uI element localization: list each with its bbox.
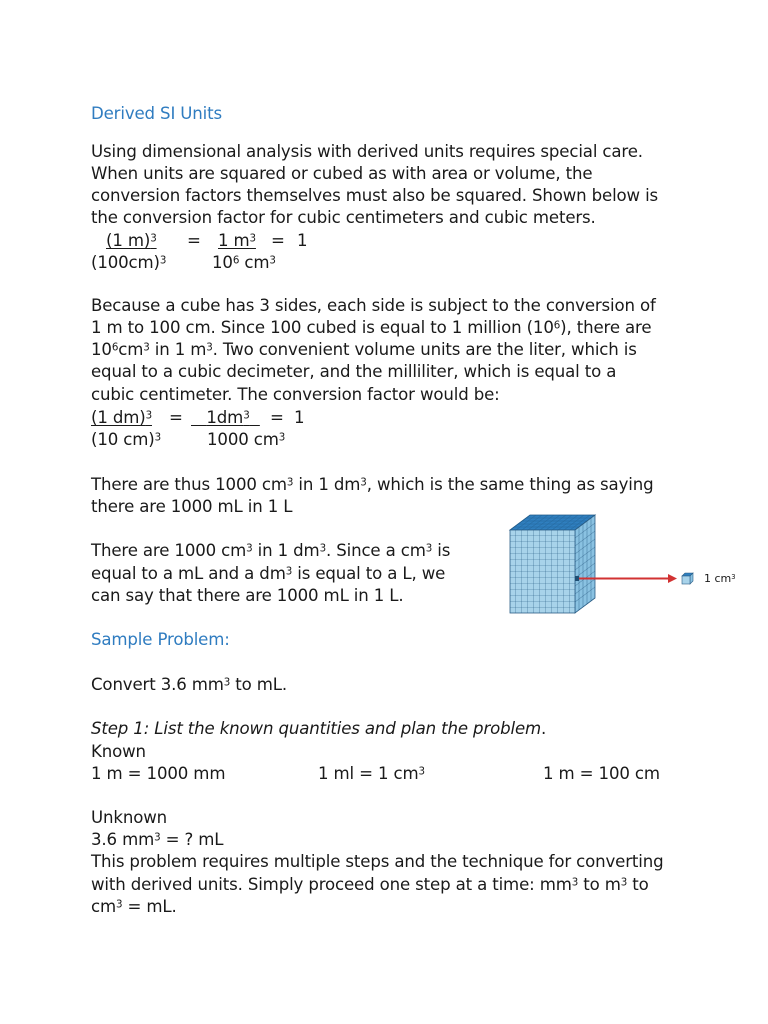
known-item: 1 ml = 1 $cm^3$ [318,764,425,783]
plan-line: This problem requires multiple steps and the technique for converting [91,852,664,871]
cube-diagram [500,512,760,624]
eq1-numerator-mid: 1 $m^3$ [218,231,256,250]
unknown-label: Unknown [91,808,167,827]
paragraph-line: $10^6cm^3$ in 1 $m^3$. Two convenient volume units are the liter, which is [91,340,637,359]
sample-problem-heading: Sample Problem: [91,630,230,649]
eq1-denominator-mid: $10^6$ $cm^3$ [212,253,276,272]
eq1-denominator-left: $(100cm)^3$ [91,253,167,272]
unknown-item: 3.6 $mm^3$ = ? mL [91,830,224,849]
plan-line: $cm^3$ = mL. [91,897,177,916]
eq2-equals-a: = [169,408,183,427]
paragraph-line: cubic centimeter. The conversion factor would be: [91,385,500,404]
step-1-heading: Step 1: List the known quantities and plan the problem. [91,719,547,738]
eq1-result: 1 [297,231,308,250]
intro-line: Using dimensional analysis with derived units requires special care. [91,142,643,161]
known-item: 1 m = 100 cm [543,764,660,783]
paragraph-line: equal to a cubic decimeter, and the milliliter, which is equal to a [91,362,617,381]
paragraph-line: There are 1000 $cm^3$ in 1 $dm^3$. Since a $cm^3$ is [91,541,451,560]
eq1-equals-a: = [187,231,201,250]
eq2-numerator-left: (1 dm)$^3$ [91,408,152,427]
paragraph-line: there are 1000 mL in 1 L [91,497,293,516]
sample-problem-statement: Convert 3.6 $mm^3$ to mL. [91,675,288,694]
cube-highlight-cell [575,576,579,581]
eq2-denominator-mid: 1000 $cm^3$ [207,430,286,449]
eq2-numerator-mid: $1dm^3$ [206,408,250,427]
plan-line: with derived units. Simply proceed one step at a time: $mm^3$ to $m^3$ to [91,875,649,894]
eq2-denominator-left: (10 cm)$^3$ [91,430,161,449]
conversion-factor-m-to-cm [91,231,308,275]
small-cube-icon [682,573,693,584]
eq1-numerator-left: (1 m)$^3$ [106,231,157,250]
eq2-result: 1 [294,408,305,427]
eq2-equals-b: = [270,408,284,427]
intro-line: When units are squared or cubed as with area or volume, the [91,164,593,183]
intro-line: the conversion factor for cubic centimeters and cubic meters. [91,208,596,227]
arrow-head [668,574,677,583]
known-item: 1 m = 1000 mm [91,764,226,783]
paragraph-line: 1 m to 100 cm. Since 100 cubed is equal to 1 million $(10^6)$, there are [91,318,652,337]
paragraph-line: Because a cube has 3 sides, each side is subject to the conversion of [91,296,656,315]
paragraph-line: There are thus 1000 $cm^3$ in 1 $dm^3$, which is the same thing as saying [91,475,654,494]
section-title: Derived SI Units [91,104,222,123]
cube-side-face [575,515,595,613]
known-label: Known [91,742,146,761]
cube-front-grid [510,530,575,613]
paragraph-line: can say that there are 1000 mL in 1 L. [91,586,404,605]
paragraph-line: equal to a mL and a $dm^3$ is equal to a L, we [91,564,446,583]
intro-line: conversion factors themselves must also be squared. Shown below is [91,186,659,205]
small-cube-label: 1 $cm^3$ [704,572,736,585]
conversion-factor-dm-to-cm [91,408,331,452]
eq1-equals-b: = [271,231,285,250]
